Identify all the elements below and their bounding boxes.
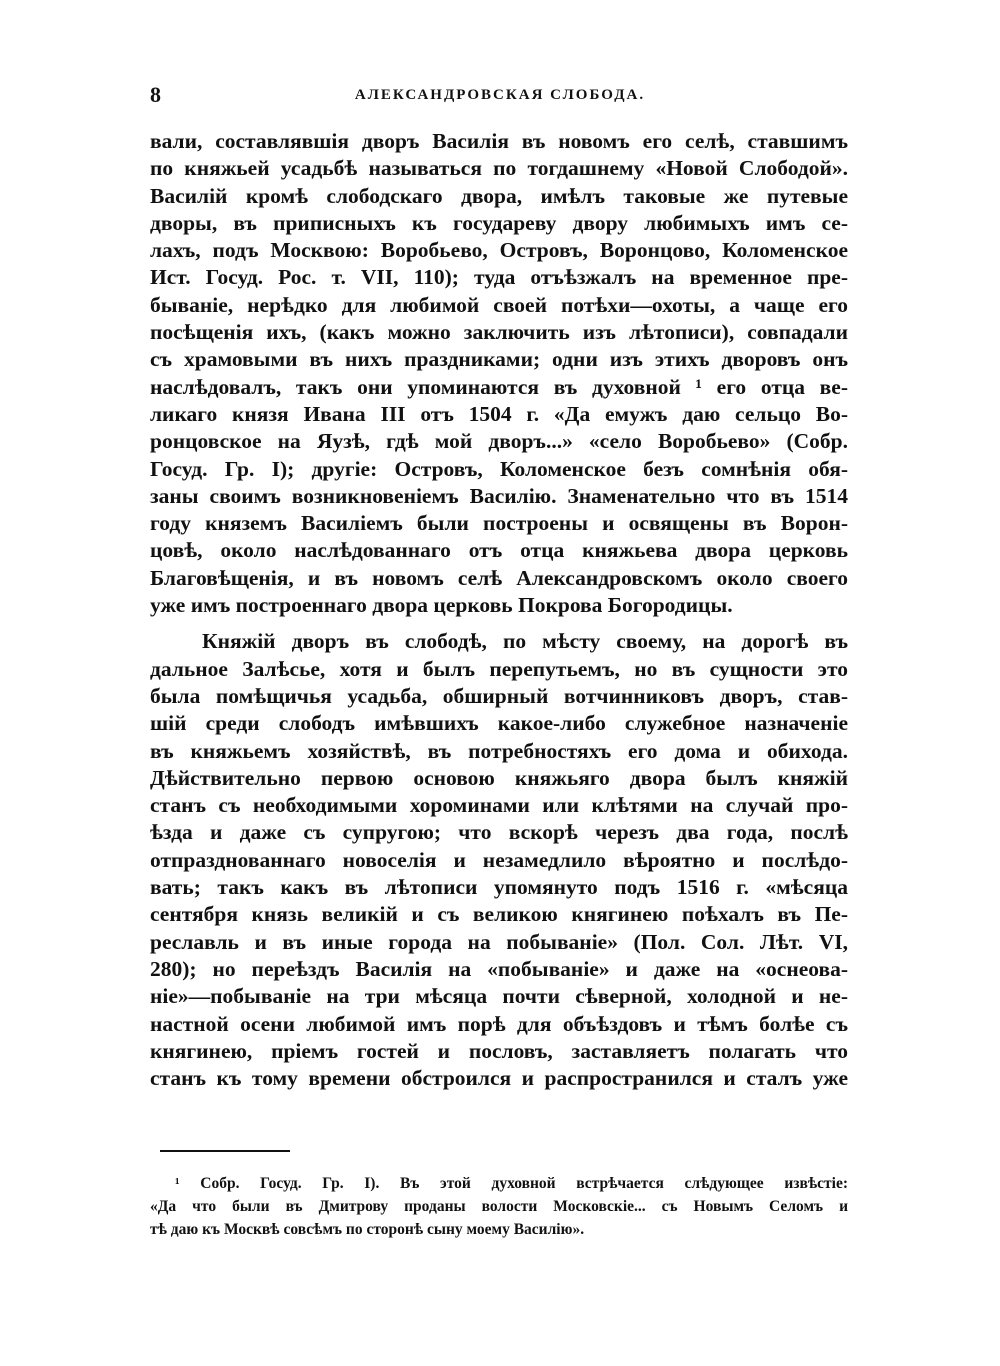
text-line: вать; такъ какъ въ лѣтописи упомянуто подъ 1516 г. «мѣсяца [150, 875, 848, 900]
text-line: реславль и въ иные города на побываніе» (Пол. Сол. Лѣт. VI, [150, 929, 848, 954]
text-line: станъ съ необходимыми хороминами или клѣтями на случай про- [150, 793, 848, 818]
text-line: цовѣ, около наслѣдованнаго отъ отца княжьева двора церковь [150, 538, 848, 563]
text-line: ронцовское на Яузѣ, гдѣ мой дворъ...» «село Воробьево» (Собр. [150, 429, 848, 454]
text-line: съ храмовыми въ нихъ праздниками; одни изъ этихъ дворовъ онъ [150, 347, 848, 372]
paragraph-2 [150, 628, 848, 1092]
text-line: княгинею, пріемъ гостей и пословъ, заставляетъ полагать что [150, 1038, 848, 1063]
text-line: 280); но переѣздъ Василія на «побываніе» и даже на «оснеова- [150, 956, 848, 981]
footnote [150, 1172, 848, 1241]
text-line: быванiе, нерѣдко для любимой своей потѣхи—охоты, а чаще его [150, 292, 848, 317]
text-line: вали, составлявшія дворъ Василія въ новомъ его селѣ, ставшимъ [150, 129, 848, 153]
text-line: Василій кромѣ слободскаго двора, имѣлъ таковые же путевые [150, 183, 848, 208]
text-line: въ княжьемъ хозяйствѣ, въ потребностяхъ его дома и обихода. [150, 738, 848, 763]
text-line: по княжьей усадьбѣ называться по тогдашнему «Новой Слободой». [150, 156, 848, 181]
text-line: была помѣщичья усадьба, обширный вотчинниковъ дворъ, став- [150, 683, 848, 708]
text-line: ѣзда и даже съ супругою; что вскорѣ черезъ два года, послѣ [150, 820, 848, 845]
main-text [150, 128, 848, 1092]
text-line: лахъ, подъ Москвою: Воробьево, Островъ, Воронцово, Коломенское [150, 238, 848, 263]
text-line: Благовѣщенія, и въ новомъ селѣ Александровскомъ около своего [150, 565, 848, 590]
footnote-line: ¹ Собр. Госуд. Гр. I). Въ этой духовной встрѣчается слѣдующее извѣстіе: [175, 1175, 848, 1192]
text-line: шій среди слободъ имѣвшихъ какое-либо служебное назначеніе [150, 711, 848, 736]
text-line: Княжій дворъ въ слободѣ, по мѣсту своему, на дорогѣ въ [202, 629, 848, 654]
text-line: уже имъ построеннаго двора церковь Покрова Богородицы. [150, 593, 733, 618]
text-line: сентября князь великій и съ великою княгинею поѣхалъ въ Пе- [150, 902, 848, 927]
text-line: ликаго князя Ивана III отъ 1504 г. «Да емужъ даю сельцо Во- [150, 401, 848, 426]
text-line: Дѣйствительно первою основою княжьяго двора былъ княжій [150, 765, 848, 790]
text-line: дворы, въ приписныхъ къ государеву двору любимыхъ имъ се- [150, 210, 848, 235]
paragraph-gap [150, 619, 848, 628]
footnote-divider [160, 1150, 290, 1152]
page-header [150, 82, 850, 112]
page-number: 8 [150, 82, 161, 107]
footnote-line: тѣ даю къ Москвѣ совсѣмъ по сторонѣ сыну моему Василію». [150, 1221, 585, 1238]
text-line: настной осени любимой имъ порѣ для объѣздовъ и тѣмъ болѣе съ [150, 1011, 848, 1036]
footnote-line: «Да что были въ Дмитрову проданы волости Московскіе... съ Новымъ Селомъ и [150, 1198, 848, 1215]
text-line: заны своимъ возникновеніемъ Василію. Знаменательно что въ 1514 [150, 483, 848, 508]
text-line: ніе»—побываніе на три мѣсяца почти сѣверной, холодной и не- [150, 984, 848, 1009]
text-line: дальное Залѣсье, хотя и былъ перепутьемъ, но въ сущности это [150, 656, 848, 681]
text-line: году княземъ Василіемъ были построены и освящены въ Ворон- [150, 511, 848, 536]
text-line: Госуд. Гр. I); другіе: Островъ, Коломенское безъ сомнѣнія обя- [150, 456, 848, 481]
text-line: посѣщенія ихъ, (какъ можно заключить изъ лѣтописи), совпадали [150, 320, 848, 345]
text-line: отпразднованнаго новоселія и незамедлило вѣроятно и послѣдо- [150, 847, 848, 872]
text-line: станъ къ тому времени обстроился и распространился и сталъ уже [150, 1066, 848, 1091]
paragraph-1 [150, 128, 848, 619]
text-line: Ист. Госуд. Рос. т. VII, 110); туда отъѣзжалъ на временное пре- [150, 265, 848, 290]
text-line: наслѣдовалъ, такъ они упоминаются въ духовной ¹ его отца ве- [150, 374, 848, 399]
running-title: АЛЕКСАНДРОВСКАЯ СЛОБОДА. [354, 87, 646, 103]
